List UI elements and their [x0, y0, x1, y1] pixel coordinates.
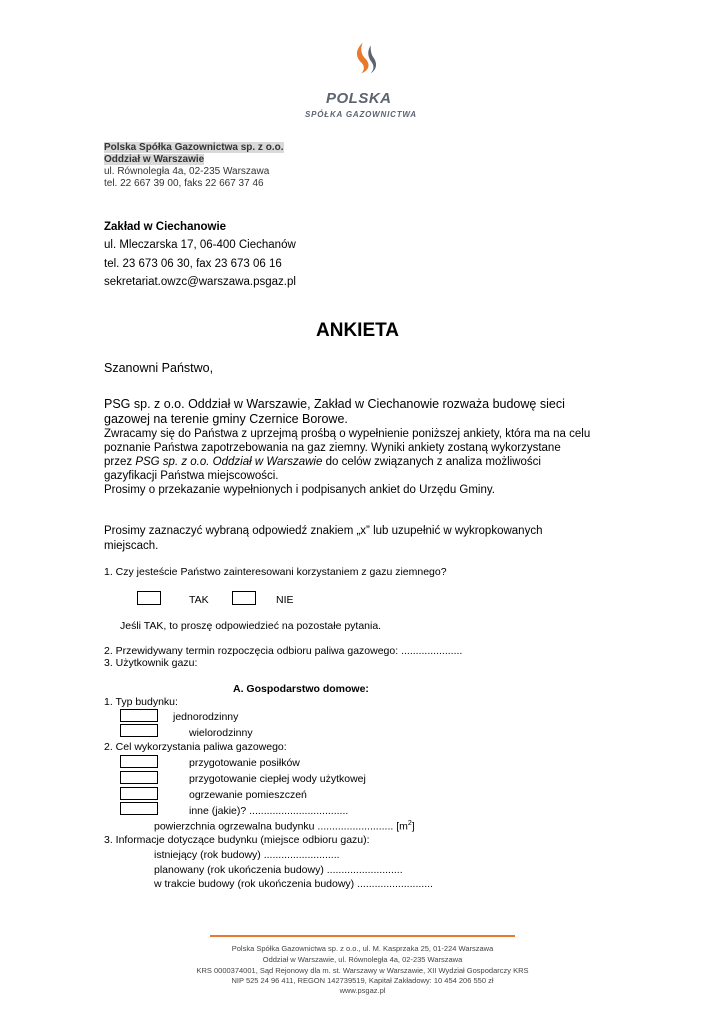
- page-title: ANKIETA: [316, 320, 400, 341]
- building-planned: planowany (rok ukończenia budowy) ..........................: [154, 864, 403, 876]
- checkbox-cooking[interactable]: [120, 755, 158, 768]
- question-3: 3. Użytkownik gazu:: [104, 657, 198, 669]
- building-existing: istniejący (rok budowy) ..........................: [154, 849, 340, 861]
- plant-phone: tel. 23 673 06 30, fax 23 673 06 16: [104, 258, 282, 270]
- gas-purpose-question: 2. Cel wykorzystania paliwa gazowego:: [104, 741, 287, 753]
- intro-line-2: gazowej na terenie gminy Czernice Borowe.: [104, 412, 348, 426]
- checkbox-heating[interactable]: [120, 787, 158, 800]
- footer-divider: [210, 935, 515, 937]
- label-no: NIE: [276, 594, 294, 606]
- footer-line-1: Polska Spółka Gazownictwa sp. z o.o., ul. M. Kasprzaka 25, 01-224 Warszawa: [231, 944, 494, 953]
- label-heating: ogrzewanie pomieszczeń: [189, 789, 307, 801]
- intro-line-5: przez PSG sp. z o.o. Oddział w Warszawie do celów związanych z analiza możliwości: [104, 456, 541, 468]
- label-multi-family: wielorodzinny: [189, 727, 253, 739]
- plant-name: Zakład w Ciechanowie: [104, 221, 227, 233]
- checkbox-single-family[interactable]: [120, 709, 158, 722]
- footer-line-3: KRS 0000374001, Sąd Rejonowy dla m. st. Warszawy w Warszawie, XII Wydział Gospodarczy KRS: [196, 966, 529, 975]
- brand-name: POLSKA: [326, 90, 392, 107]
- footer-website[interactable]: www.psgaz.pl: [339, 986, 386, 995]
- checkbox-hot-water[interactable]: [120, 771, 158, 784]
- plant-address: ul. Mleczarska 17, 06-400 Ciechanów: [104, 239, 296, 251]
- checkbox-yes[interactable]: [137, 591, 161, 605]
- company-name: Polska Spółka Gazownictwa sp. z o.o.: [104, 142, 284, 153]
- intro-line-3: Zwracamy się do Państwa z uprzejmą prośbą o wypełnienie poniższej ankiety, która ma na celu: [104, 428, 591, 440]
- building-info-question: 3. Informacje dotyczące budynku (miejsce odbioru gazu):: [104, 834, 370, 846]
- plant-email: sekretariat.owzc@warszawa.psgaz.pl: [104, 276, 296, 288]
- section-a-title: A. Gospodarstwo domowe:: [233, 683, 369, 695]
- heated-area-field: powierzchnia ogrzewalna budynku .......................... $[m^2]$: [154, 820, 415, 833]
- question-1: 1. Czy jesteście Państwo zainteresowani korzystaniem z gazu ziemnego?: [104, 566, 447, 578]
- building-type-question: 1. Typ budynku:: [104, 696, 178, 708]
- branch-name: Oddział w Warszawie: [104, 154, 205, 165]
- psg-flame-logo: [326, 40, 426, 90]
- label-cooking: przygotowanie posiłków: [189, 757, 300, 769]
- branch-address: ul. Równoległa 4a, 02-235 Warszawa: [104, 166, 270, 177]
- intro-line-7: Prosimy o przekazanie wypełnionych i podpisanych ankiet do Urzędu Gminy.: [104, 484, 495, 496]
- instruction-line-1: Prosimy zaznaczyć wybraną odpowiedź znakiem „x” lub uzupełnić w wykropkowanych: [104, 525, 543, 537]
- intro-line-1: PSG sp. z o.o. Oddział w Warszawie, Zakład w Ciechanowie rozważa budowę sieci: [104, 397, 565, 411]
- intro-line-4: poznanie Państwa zapotrzebowania na gaz ziemny. Wyniki ankiety zostaną wykorzystane: [104, 442, 561, 454]
- question-2: 2. Przewidywany termin rozpoczęcia odbioru paliwa gazowego: .....................: [104, 645, 463, 657]
- footer-line-4: NIP 525 24 96 411, REGON 142739519, Kapitał Zakładowy: 10 454 206 550 zł: [231, 976, 494, 985]
- checkbox-other[interactable]: [120, 802, 158, 815]
- label-other: inne (jakie)? ..................................: [189, 805, 349, 817]
- question-1-note: Jeśli TAK, to proszę odpowiedzieć na pozostałe pytania.: [120, 620, 382, 632]
- checkbox-no[interactable]: [232, 591, 256, 605]
- footer-line-2: Oddział w Warszawie, ul. Równoległa 4a, 02-235 Warszawa: [262, 955, 463, 964]
- intro-line-6: gazyfikacji Państwa miejscowości.: [104, 470, 279, 482]
- label-single-family: jednorodzinny: [173, 711, 239, 723]
- instruction-line-2: miejscach.: [104, 540, 159, 552]
- greeting: Szanowni Państwo,: [104, 361, 214, 375]
- label-hot-water: przygotowanie ciepłej wody użytkowej: [189, 773, 366, 785]
- branch-phone: tel. 22 667 39 00, faks 22 667 37 46: [104, 178, 264, 189]
- brand-subtitle: SPÓŁKA GAZOWNICTWA: [305, 110, 417, 119]
- building-under-construction: w trakcie budowy (rok ukończenia budowy) ..........................: [154, 878, 433, 890]
- checkbox-multi-family[interactable]: [120, 724, 158, 737]
- label-yes: TAK: [189, 594, 209, 606]
